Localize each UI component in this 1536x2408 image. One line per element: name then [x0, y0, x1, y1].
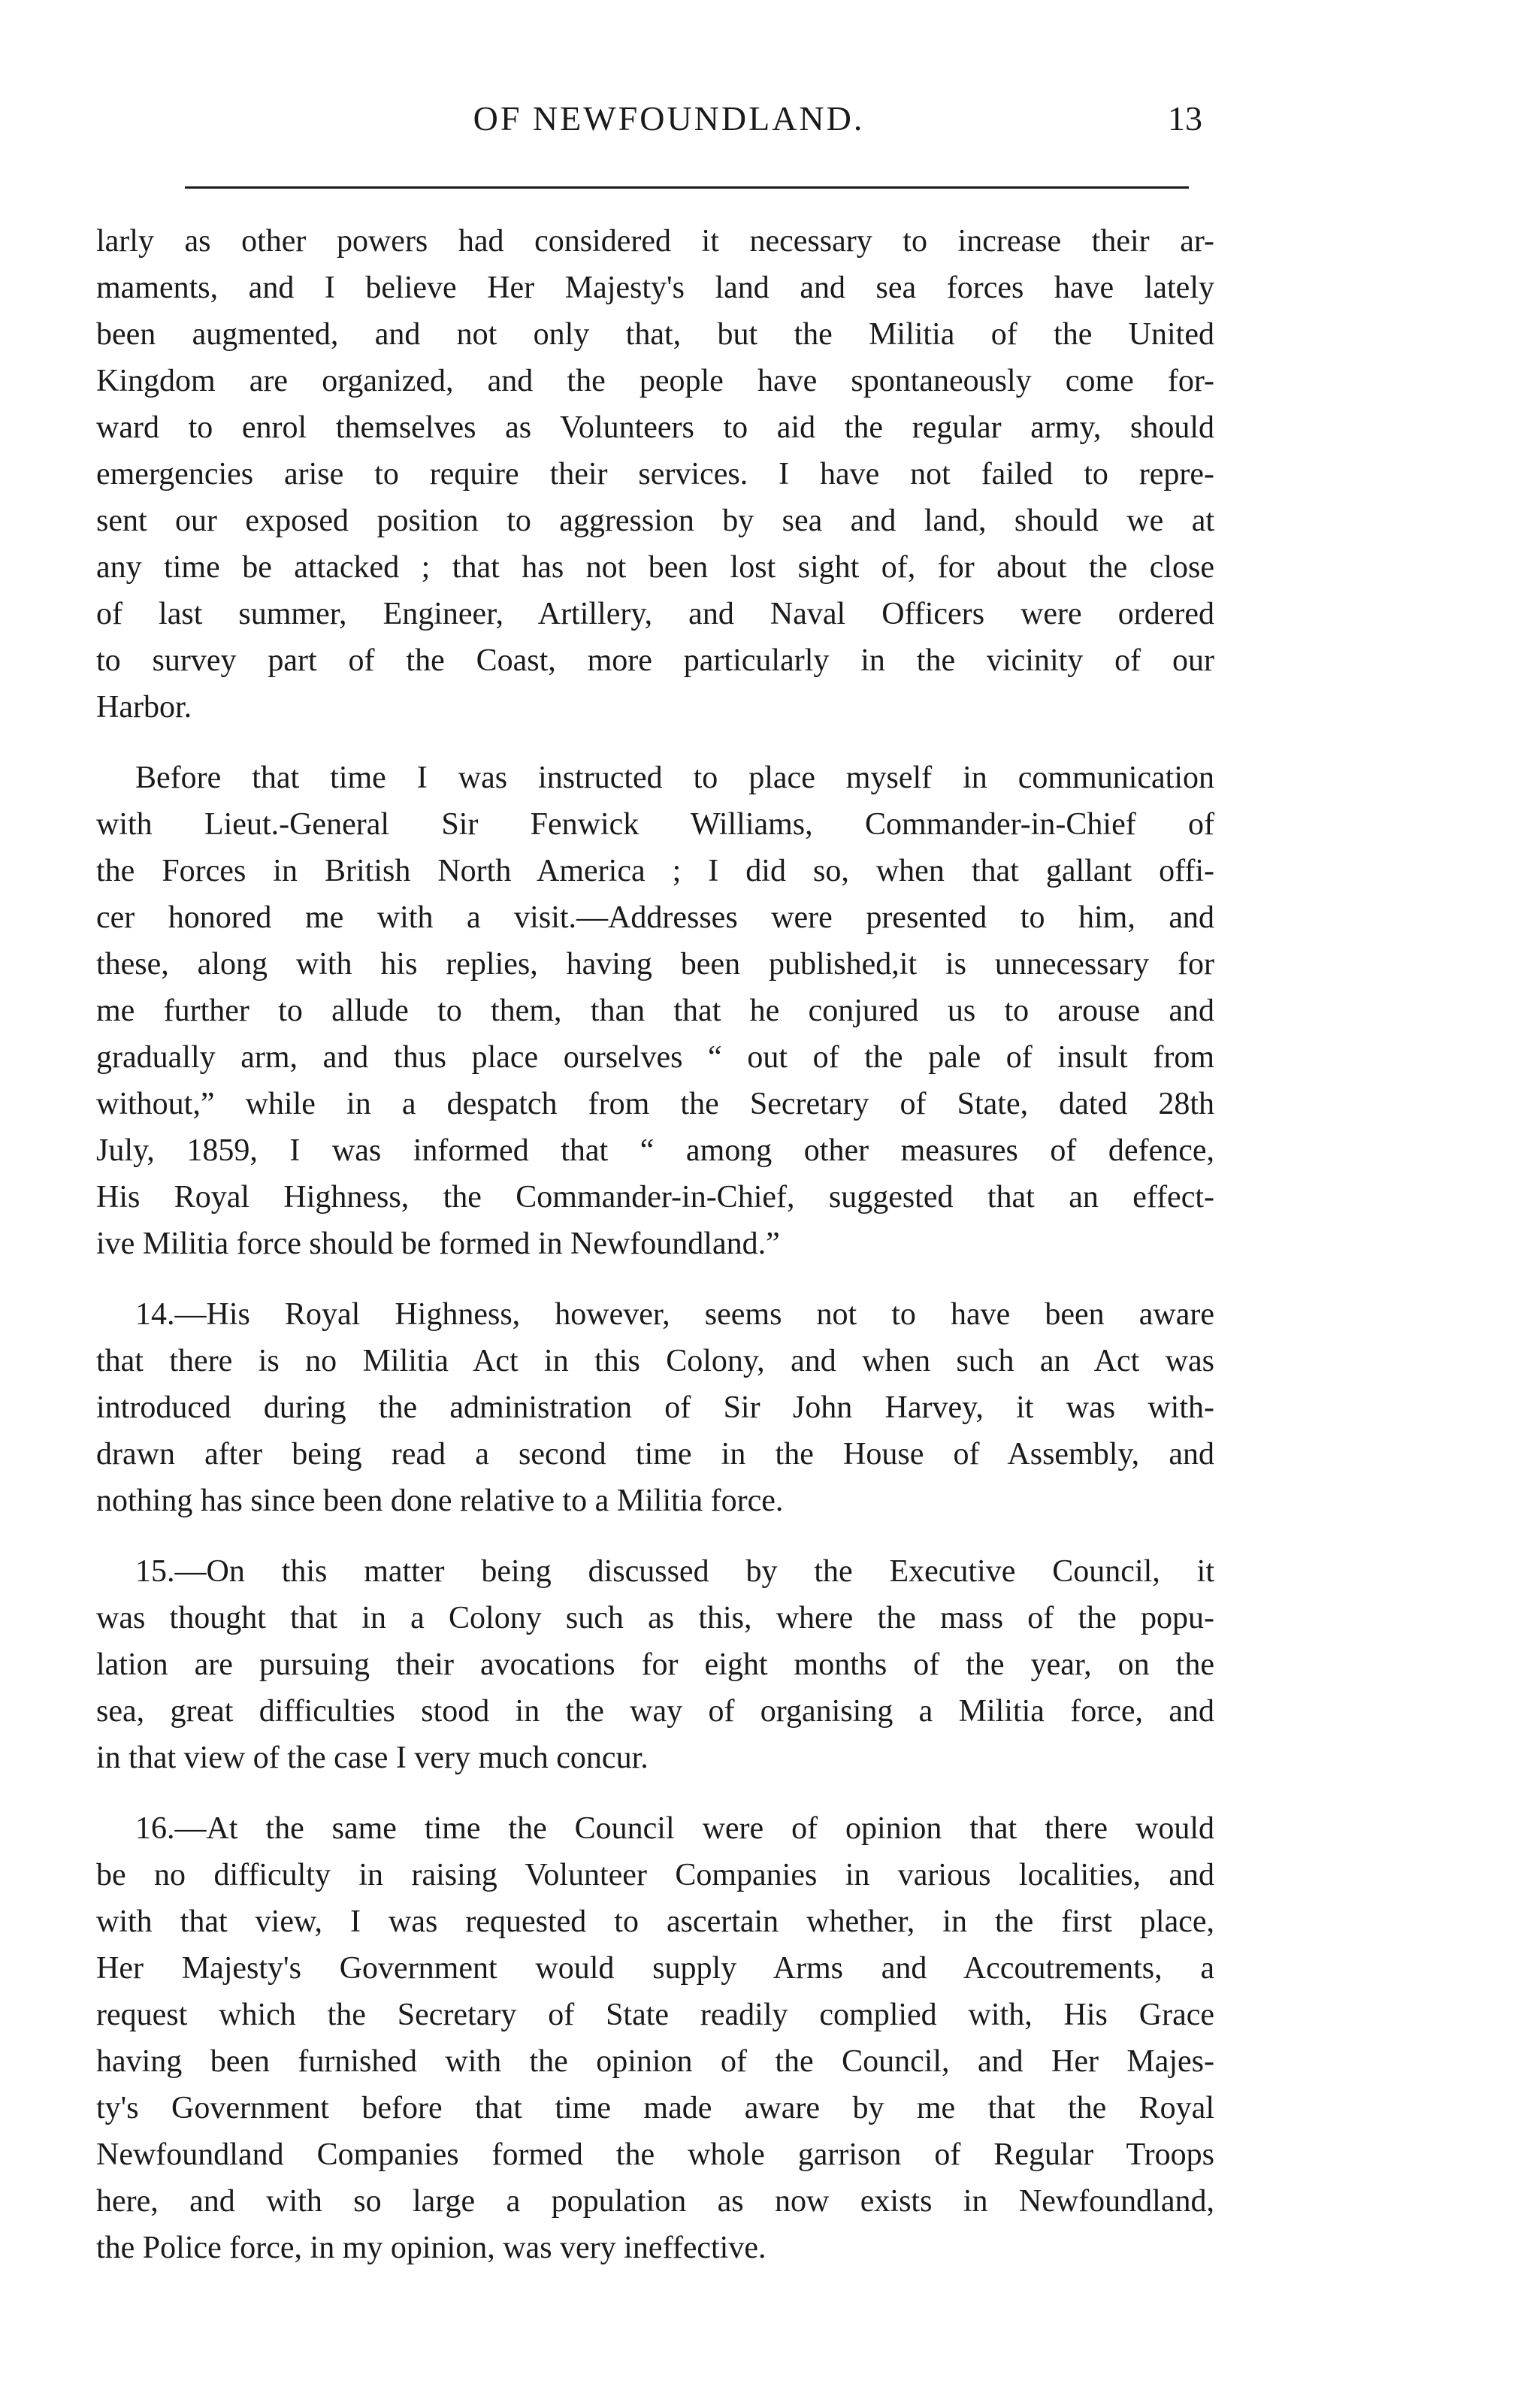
text-line: sea, great difficulties stood in the way of organising a Militia force, and	[96, 1694, 1214, 1729]
text-line: that there is no Militia Act in this Colony, and when such an Act was	[96, 1344, 1214, 1378]
text-line: the Police force, in my opinion, was very ineffective.	[96, 2231, 766, 2265]
text-line: gradually arm, and thus place ourselves “ out of the pale of insult from	[96, 1040, 1214, 1075]
text-line: having been furnished with the opinion of the Council, and Her Majes-	[96, 2044, 1214, 2079]
text-line: Newfoundland Companies formed the whole garrison of Regular Troops	[96, 2137, 1214, 2172]
paragraph-15	[96, 1548, 1214, 1781]
text-line: larly as other powers had considered it necessary to increase their ar-	[96, 224, 1214, 259]
running-title: OF NEWFOUNDLAND.	[473, 99, 865, 138]
text-line: ive Militia force should be formed in Newfoundland.”	[96, 1227, 780, 1261]
text-line: any time be attacked ; that has not been lost sight of, for about the close	[96, 550, 1214, 585]
text-line: been augmented, and not only that, but the Militia of the United	[96, 317, 1214, 352]
text-line: drawn after being read a second time in the House of Assembly, and	[96, 1437, 1214, 1472]
text-line: ward to enrol themselves as Volunteers to aid the regular army, should	[96, 410, 1214, 445]
text-line: July, 1859, I was informed that “ among other measures of defence,	[96, 1133, 1214, 1168]
text-line: Before that time I was instructed to place myself in communication	[135, 761, 1214, 795]
text-line: without,” while in a despatch from the Secretary of State, dated 28th	[96, 1087, 1214, 1121]
paragraph-16	[96, 1805, 1214, 2271]
text-line: with that view, I was requested to ascertain whether, in the first place,	[96, 1904, 1214, 1939]
text-line: with Lieut.-General Sir Fenwick Williams, Commander-in-Chief of	[96, 807, 1214, 842]
text-line: request which the Secretary of State readily complied with, His Grace	[96, 1998, 1214, 2032]
text-line: Harbor.	[96, 690, 192, 725]
text-line: the Forces in British North America ; I did so, when that gallant offi-	[96, 854, 1214, 888]
text-line: 16.—At the same time the Council were of opinion that there would	[135, 1811, 1214, 1846]
text-line: Kingdom are organized, and the people have spontaneously come for-	[96, 364, 1214, 398]
text-line: nothing has since been done relative to a Militia force.	[96, 1484, 784, 1518]
text-line: maments, and I believe Her Majesty's land and sea forces have lately	[96, 271, 1214, 305]
text-line: was thought that in a Colony such as this, where the mass of the popu-	[96, 1601, 1214, 1635]
text-line: cer honored me with a visit.—Addresses were presented to him, and	[96, 900, 1214, 935]
header-rule	[185, 186, 1189, 189]
paragraph-before-that-time	[96, 755, 1214, 1267]
text-line: His Royal Highness, the Commander-in-Chief, suggested that an effect-	[96, 1180, 1214, 1215]
text-line: Her Majesty's Government would supply Arms and Accoutrements, a	[96, 1951, 1214, 1986]
body-text	[96, 218, 1214, 2295]
paragraph-14	[96, 1291, 1214, 1524]
text-line: be no difficulty in raising Volunteer Companies in various localities, and	[96, 1858, 1214, 1892]
text-line: 15.—On this matter being discussed by the Executive Council, it	[135, 1554, 1214, 1589]
text-line: of last summer, Engineer, Artillery, and Naval Officers were ordered	[96, 597, 1214, 631]
text-line: 14.—His Royal Highness, however, seems not to have been aware	[135, 1297, 1214, 1332]
text-line: to survey part of the Coast, more particularly in the vicinity of our	[96, 643, 1214, 678]
text-line: sent our exposed position to aggression by sea and land, should we at	[96, 504, 1214, 538]
text-line: these, along with his replies, having been published,it is unnecessary for	[96, 947, 1214, 982]
text-line: lation are pursuing their avocations for eight months of the year, on the	[96, 1647, 1214, 1682]
page-number: 13	[1168, 99, 1202, 138]
paragraph-continuation	[96, 218, 1214, 731]
text-line: me further to allude to them, than that he conjured us to arouse and	[96, 994, 1214, 1028]
text-line: ty's Government before that time made aware by me that the Royal	[96, 2091, 1214, 2125]
text-line: here, and with so large a population as now exists in Newfoundland,	[96, 2184, 1214, 2219]
text-line: introduced during the administration of Sir John Harvey, it was with-	[96, 1390, 1214, 1425]
running-head	[135, 96, 1202, 141]
text-line: emergencies arise to require their services. I have not failed to repre-	[96, 457, 1214, 492]
text-line: in that view of the case I very much concur.	[96, 1741, 649, 1775]
